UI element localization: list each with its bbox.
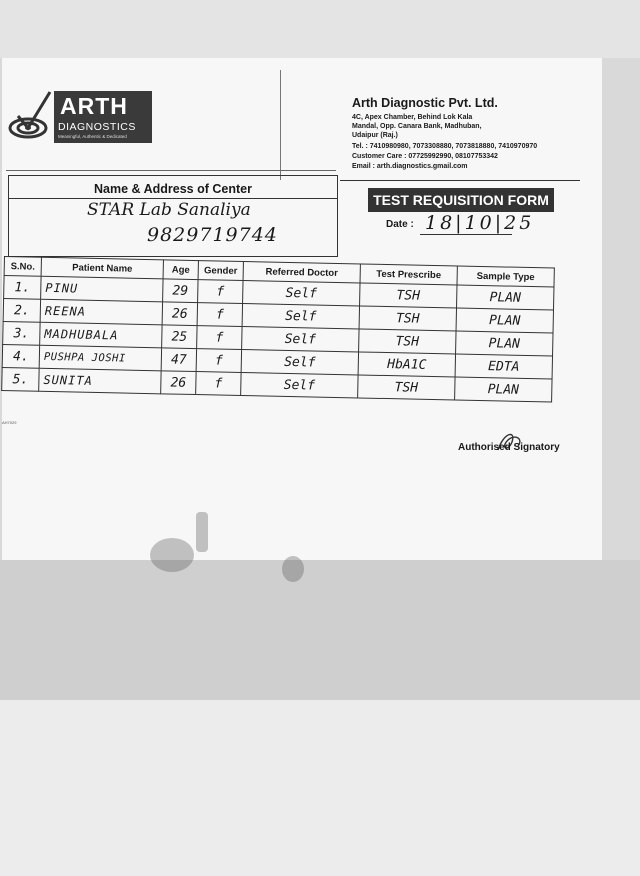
test-cell: HbA1C xyxy=(358,352,455,377)
column-header: Referred Doctor xyxy=(243,262,360,283)
email: Email : arth.diagnostics.gmail.com xyxy=(352,163,468,170)
sample-cell: PLAN xyxy=(456,331,553,356)
center-name: STAR Lab Sanaliya xyxy=(87,200,251,220)
sample-cell: PLAN xyxy=(457,285,554,310)
doctor-cell: Self xyxy=(241,349,358,374)
authorised-signatory: Authorised Signatory xyxy=(458,442,560,453)
date-label: Date : xyxy=(386,219,414,230)
column-header: Sample Type xyxy=(457,266,554,287)
logo-subtitle: DIAGNOSTICS xyxy=(58,121,136,133)
ink-smudge xyxy=(150,538,194,572)
serial-cell: 1. xyxy=(4,276,41,300)
patient-name-cell: PINU xyxy=(41,276,163,302)
age-cell: 26 xyxy=(161,371,196,395)
scan-background-bottom xyxy=(0,700,640,876)
gender-cell: f xyxy=(198,280,243,304)
center-phone: 9829719744 xyxy=(147,224,278,246)
center-details-box xyxy=(8,175,338,257)
logo-tagline: Meaningful, Authentic & Dedicated xyxy=(58,134,127,139)
patient-name-cell: MADHUBALA xyxy=(40,322,162,348)
age-cell: 47 xyxy=(161,348,196,372)
column-header: S.No. xyxy=(4,257,41,277)
scan-background-top xyxy=(0,0,640,58)
form-title: TEST REQUISITION FORM xyxy=(368,188,554,212)
form-code: AH7029 xyxy=(2,420,17,425)
patient-name-cell: PUSHPA JOSHI xyxy=(39,345,161,371)
gender-cell: f xyxy=(197,303,242,327)
divider xyxy=(6,170,336,171)
age-cell: 26 xyxy=(162,302,197,326)
patient-table xyxy=(1,256,555,403)
doctor-cell: Self xyxy=(242,327,359,352)
doctor-cell: Self xyxy=(242,304,359,329)
sample-cell: PLAN xyxy=(456,308,553,333)
column-header: Patient Name xyxy=(41,257,163,279)
divider xyxy=(340,180,580,181)
customer-care: Customer Care : 07725992990, 08107753342 xyxy=(352,153,498,160)
gender-cell: f xyxy=(197,326,242,350)
column-header: Test Prescribe xyxy=(360,264,457,285)
address-line: Udaipur (Raj.) xyxy=(352,132,398,139)
date-value: 18|10|25 xyxy=(425,212,535,234)
doctor-cell: Self xyxy=(241,372,358,397)
ink-smudge xyxy=(196,512,208,552)
column-header: Gender xyxy=(198,261,243,281)
target-logo-icon xyxy=(8,88,54,140)
age-cell: 25 xyxy=(162,325,197,349)
test-cell: TSH xyxy=(360,283,457,308)
ink-smudge xyxy=(282,556,304,582)
serial-cell: 2. xyxy=(3,299,40,323)
date-underline xyxy=(420,234,512,235)
sample-cell: PLAN xyxy=(455,377,552,402)
torn-strip xyxy=(0,560,640,700)
brand-logo xyxy=(54,91,152,143)
company-name: Arth Diagnostic Pvt. Ltd. xyxy=(352,96,498,110)
logo-title: ARTH xyxy=(60,93,128,119)
patient-name-cell: SUNITA xyxy=(39,368,161,394)
column-header: Age xyxy=(163,260,198,280)
serial-cell: 4. xyxy=(2,344,39,368)
test-cell: TSH xyxy=(359,329,456,354)
gender-cell: f xyxy=(196,349,241,373)
test-cell: TSH xyxy=(358,375,455,400)
divider xyxy=(280,70,281,180)
test-cell: TSH xyxy=(359,306,456,331)
telephone: Tel. : 7410980980, 7073308880, 7073818880, 7410970970 xyxy=(352,143,538,150)
age-cell: 29 xyxy=(163,279,198,303)
sample-cell: EDTA xyxy=(455,354,552,379)
address-line: 4C, Apex Chamber, Behind Lok Kala xyxy=(352,114,473,121)
serial-cell: 5. xyxy=(2,367,39,391)
doctor-cell: Self xyxy=(243,281,360,306)
gender-cell: f xyxy=(196,372,241,396)
serial-cell: 3. xyxy=(3,321,40,345)
patient-name-cell: REENA xyxy=(40,299,162,325)
center-heading: Name & Address of Center xyxy=(9,176,337,199)
address-line: Mandal, Opp. Canara Bank, Madhuban, xyxy=(352,123,482,130)
